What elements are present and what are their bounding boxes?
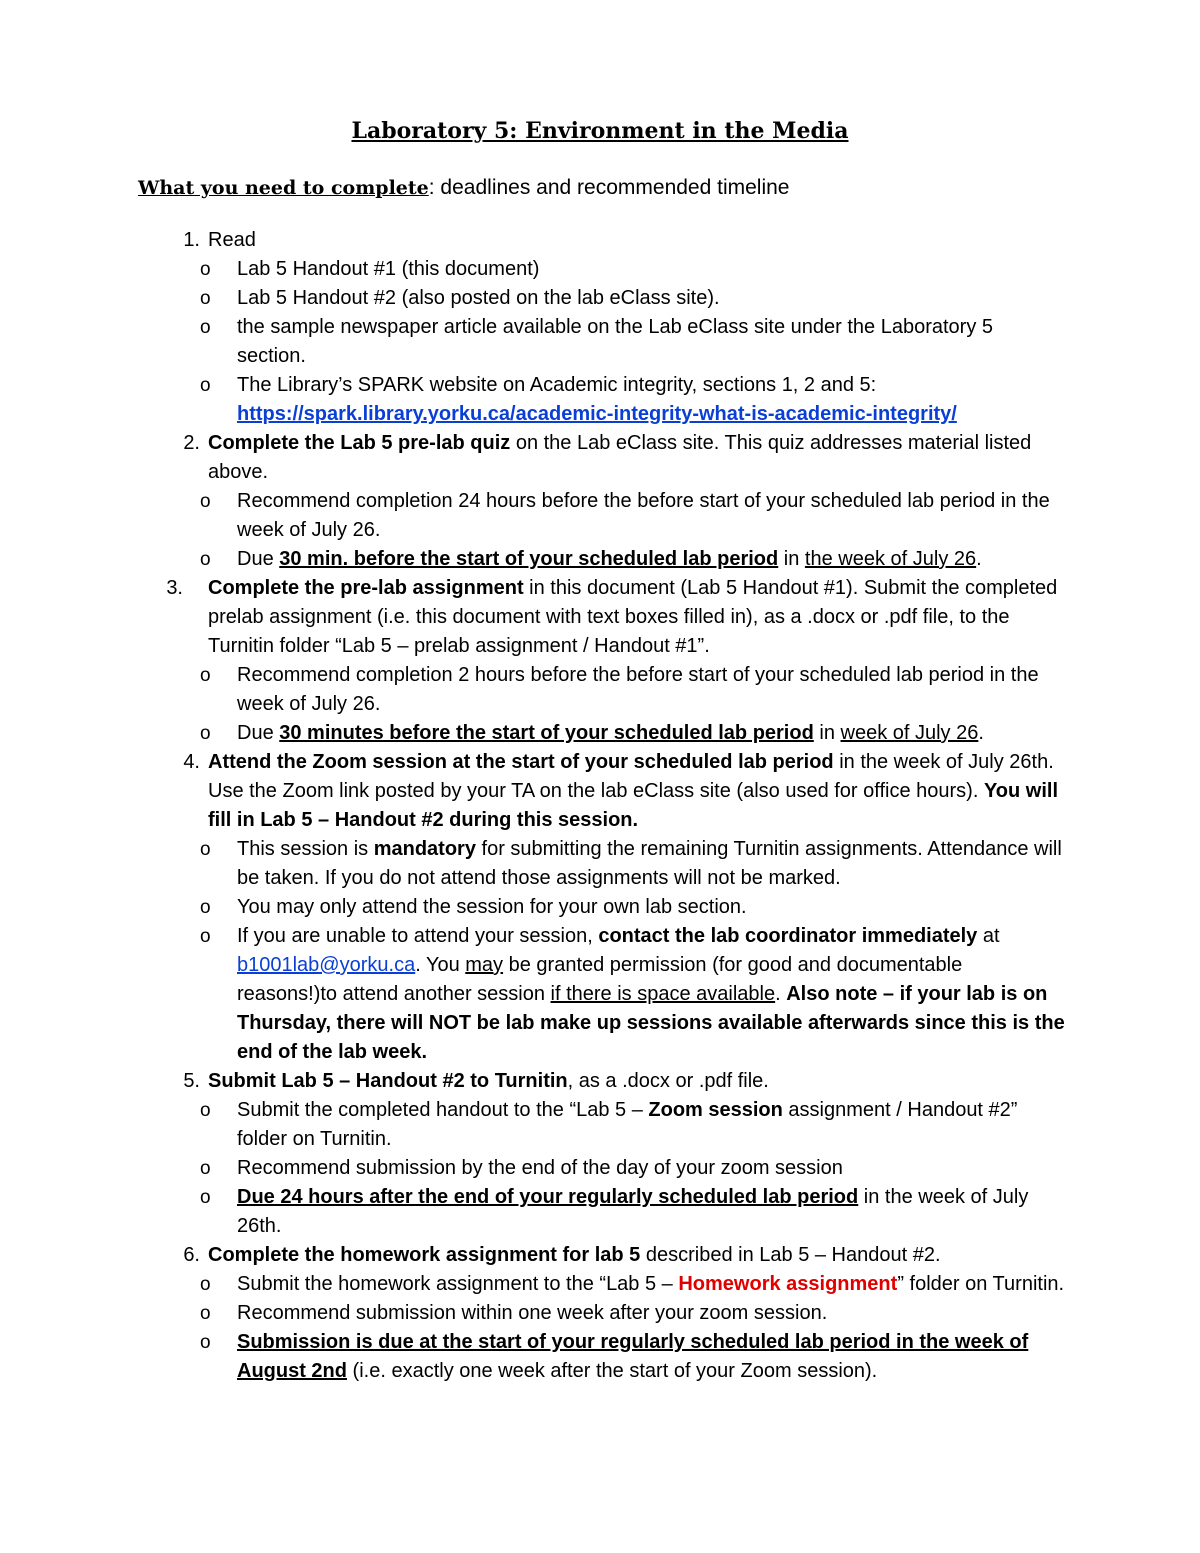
sub-item [0, 371, 1067, 429]
bullet-icon: o [200, 839, 211, 860]
deadline-text: Submission is due at the start of your regularly scheduled lab period in the week of August 2nd [237, 1331, 1029, 1382]
sub-text: at [977, 925, 1000, 947]
sub-bold-text: Also note – if your lab is on Thursday, there will NOT be lab make up sessions available afterwards since this is the end of the lab week. [237, 983, 1065, 1063]
bullet-icon: o [200, 1274, 211, 1295]
item-text: , as a .docx or .pdf file. [567, 1070, 769, 1092]
deadline-text: 30 min. before the start of your scheduled lab period [279, 548, 779, 570]
item-text: Read [208, 229, 256, 251]
homework-assignment-label: Homework assignment [678, 1273, 898, 1295]
sub-item [0, 255, 1067, 284]
sub-bold-text: mandatory [373, 838, 476, 860]
sub-item [0, 545, 1067, 574]
list-item-4 [0, 748, 1068, 835]
bullet-icon: o [200, 288, 211, 309]
list-item-3 [0, 574, 1068, 661]
sub-item [0, 661, 1067, 719]
bullet-icon: o [200, 1158, 211, 1179]
bullet-icon: o [200, 1332, 211, 1353]
sub-item-text: The Library’s SPARK website on Academic integrity, sections 1, 2 and 5: [237, 374, 877, 396]
task-list [0, 226, 1200, 1386]
sub-text: in the week of July 26th. [237, 1186, 1029, 1237]
sub-item [0, 1183, 1067, 1241]
item-text: on the Lab eClass site. This quiz addresses material listed above. [208, 432, 1032, 483]
item-bold-text: You will fill in Lab 5 – Handout #2 during this session. [208, 780, 1059, 831]
sub-bold-text: contact the lab coordinator immediately [598, 925, 978, 947]
section-heading-rest: : deadlines and recommended timeline [428, 176, 790, 199]
sub-item [0, 835, 1067, 893]
sub-item-text: the sample newspaper article available on the Lab eClass site under the Laboratory 5 section. [237, 316, 994, 367]
list-item-1 [0, 226, 1068, 255]
deadline-text: 30 minutes before the start of your scheduled lab period [279, 722, 814, 744]
item-bold-text: Complete the Lab 5 pre-lab quiz [208, 432, 511, 454]
item-number: 6. [183, 1244, 200, 1266]
sub-text: . [976, 548, 982, 570]
sub-item [0, 1299, 1067, 1328]
bullet-icon: o [200, 1100, 211, 1121]
sub-text: Submit the completed handout to the “Lab 5 – [237, 1099, 649, 1121]
sub-text: Due [237, 548, 280, 570]
sub-item [0, 1096, 1067, 1154]
deadline-text: Due 24 hours after the end of your regularly scheduled lab period [237, 1186, 859, 1208]
deadline-week: the week of July 26 [804, 548, 977, 570]
sub-text: be granted permission (for good and documentable reasons!)to attend another session [237, 954, 963, 1005]
sub-item [0, 284, 1067, 313]
page-title: Laboratory 5: Environment in the Media [351, 118, 849, 144]
item-number: 4. [183, 751, 200, 773]
bullet-icon: o [200, 375, 211, 396]
sub-item-text: Lab 5 Handout #1 (this document) [237, 258, 540, 280]
item-bold-text: Complete the homework assignment for lab 5 [208, 1244, 641, 1266]
sub-item-text: Recommend completion 24 hours before the before start of your scheduled lab period in the week of July 26. [237, 490, 1050, 541]
sub-item [0, 719, 1067, 748]
sub-text: in [813, 722, 841, 744]
bullet-icon: o [200, 549, 211, 570]
sub-item [0, 313, 1067, 371]
bullet-icon: o [200, 491, 211, 512]
item-text: in the week of July 26th. Use the Zoom link posted by your TA on the lab eClass site (also used for office hours). [208, 751, 1054, 802]
bullet-icon: o [200, 259, 211, 280]
item-text: in this document (Lab 5 Handout #1). Submit the completed prelab assignment (i.e. this document with text boxes filled in), as a .docx or .pdf file, to the Turnitin folder “Lab 5 – prelab assignment / Handout #1”. [208, 577, 1058, 657]
list-item-2 [0, 429, 1068, 487]
list-item-6 [0, 1241, 1068, 1270]
sub-item [0, 1154, 1067, 1183]
sub-item [0, 487, 1067, 545]
bullet-icon: o [200, 317, 211, 338]
sub-item-text: Recommend submission by the end of the day of your zoom session [237, 1157, 843, 1179]
spark-link[interactable]: https://spark.library.yorku.ca/academic-integrity-what-is-academic-integrity/ [237, 403, 957, 425]
bullet-icon: o [200, 723, 211, 744]
sub-text: . [775, 983, 787, 1005]
bullet-icon: o [200, 665, 211, 686]
sub-item-text: Recommend submission within one week after your zoom session. [237, 1302, 828, 1324]
item-number: 5. [183, 1070, 200, 1092]
sub-text: . You [415, 954, 466, 976]
sub-item-text: You may only attend the session for your own lab section. [237, 896, 747, 918]
sub-text: This session is [237, 838, 374, 860]
sub-item-text: Lab 5 Handout #2 (also posted on the lab eClass site). [237, 287, 720, 309]
sub-text: Submit the homework assignment to the “Lab 5 – [237, 1273, 679, 1295]
item-number: 3. [166, 577, 183, 599]
sub-underline-text: if there is space available [550, 983, 776, 1005]
item-number: 2. [183, 432, 200, 454]
sub-text: If you are unable to attend your session, [237, 925, 599, 947]
deadline-week: week of July 26 [840, 722, 979, 744]
item-text: described in Lab 5 – Handout #2. [640, 1244, 941, 1266]
sub-text: . [978, 722, 984, 744]
sub-text: in [778, 548, 805, 570]
item-number: 1. [183, 229, 200, 251]
sub-text: assignment / Handout #2” folder on Turnitin. [237, 1099, 1018, 1150]
sub-item [0, 1328, 1067, 1386]
item-bold-text: Submit Lab 5 – Handout #2 to Turnitin [208, 1070, 568, 1092]
sub-text: (i.e. exactly one week after the start of your Zoom session). [347, 1360, 878, 1382]
bullet-icon: o [200, 897, 211, 918]
item-bold-text: Complete the pre-lab assignment [208, 577, 524, 599]
item-bold-text: Attend the Zoom session at the start of your scheduled lab period [208, 751, 834, 773]
sub-text: Due [237, 722, 280, 744]
sub-underline-text: may [465, 954, 504, 976]
email-link[interactable]: b1001lab@yorku.ca [237, 954, 416, 976]
list-item-5 [0, 1067, 1068, 1096]
sub-item [0, 922, 1067, 1067]
section-heading [138, 173, 789, 203]
section-heading-lead: What you need to complete [138, 177, 429, 199]
bullet-icon: o [200, 926, 211, 947]
sub-item-text: Recommend completion 2 hours before the before start of your scheduled lab period in the week of July 26. [237, 664, 1039, 715]
sub-item [0, 893, 1067, 922]
bullet-icon: o [200, 1303, 211, 1324]
sub-item [0, 1270, 1067, 1299]
sub-text: for submitting the remaining Turnitin assignments. Attendance will be taken. If you do not attend those assignments will not be marked. [237, 838, 1062, 889]
bullet-icon: o [200, 1187, 211, 1208]
sub-bold-text: Zoom session [648, 1099, 783, 1121]
sub-text: ” folder on Turnitin. [897, 1273, 1065, 1295]
